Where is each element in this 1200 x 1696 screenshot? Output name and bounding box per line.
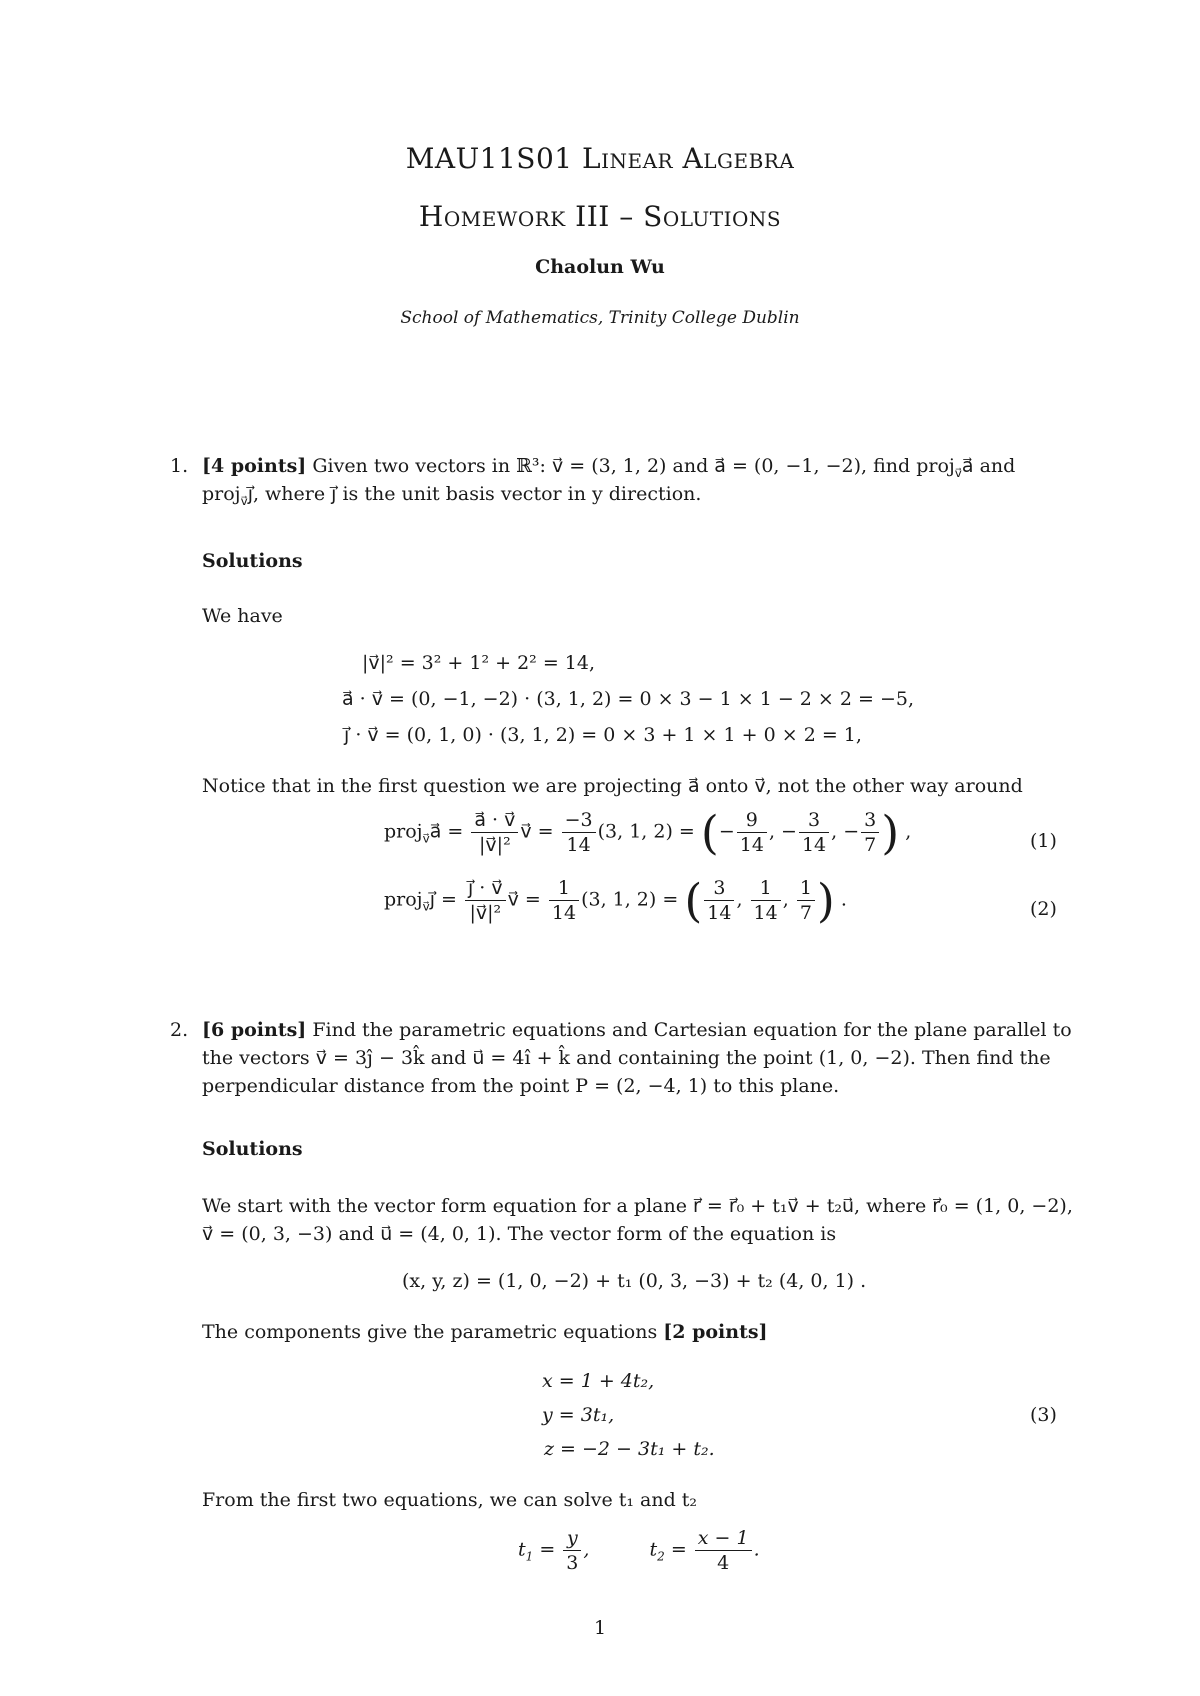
homework-title: Homework III – Solutions: [418, 200, 782, 233]
fraction: $\frac{-3}{14}$: [562, 808, 596, 857]
q2-start-line1: We start with the vector form equation for a plane r⃗ = r⃗₀ + t₁v⃗ + t₂u⃗, where r⃗₀ = (1, 0, −2),: [202, 1195, 1073, 1217]
q2-param-x: x = 1 + 4t₂,: [542, 1370, 655, 1392]
q1-text-a: Given two vectors in ℝ³: v⃗ = (3, 1, 2) and a⃗ = (0, −1, −2), find proj: [312, 455, 955, 477]
q1-we-have: We have: [202, 605, 283, 627]
q2-statement-line3: perpendicular distance from the point P = (2, −4, 1) to this plane.: [202, 1075, 840, 1097]
q1-number: 1.: [170, 455, 189, 477]
q1-points: [4 points]: [202, 455, 307, 477]
equation-number-3: (3): [1030, 1404, 1057, 1426]
q2-components-points: [2 points]: [663, 1321, 768, 1343]
q1-solutions-heading: Solutions: [202, 550, 303, 572]
q2-text-line1: Find the parametric equations and Cartesian equation for the plane parallel to: [312, 1019, 1072, 1041]
author-name: Chaolun Wu: [535, 256, 665, 278]
q1-text-line2: proj: [202, 483, 241, 505]
q1-eq-a-dot-v: a⃗ · v⃗ = (0, −1, −2) · (3, 1, 2) = 0 × 3 − 1 × 1 − 2 × 2 = −5,: [342, 688, 915, 710]
q1-text-b: a⃗ and: [961, 455, 1016, 477]
fraction: $\frac{y}{3}$: [563, 1526, 581, 1575]
q1-notice: Notice that in the first question we are projecting a⃗ onto v⃗, not the other way around: [202, 775, 1023, 797]
q1-statement-line2: proj$_{v⃗}$j⃗, where j⃗ is the unit basis vector in y direction.: [202, 483, 702, 508]
q2-solutions-heading: Solutions: [202, 1138, 303, 1160]
q2-points: [6 points]: [202, 1019, 307, 1041]
q2-components-text: The components give the parametric equations: [202, 1321, 658, 1343]
q2-number: 2.: [170, 1019, 189, 1041]
q2-vector-form: (x, y, z) = (1, 0, −2) + t₁ (0, 3, −3) + t₂ (4, 0, 1) .: [402, 1270, 867, 1292]
q1-eq-norm: |v⃗|² = 3² + 1² + 2² = 14,: [362, 652, 595, 674]
q2-param-z: z = −2 − 3t₁ + t₂.: [544, 1438, 715, 1460]
equation-number-2: (2): [1030, 898, 1057, 920]
q2-components: [202, 1318, 768, 1346]
fraction: $\frac{1}{14}$: [549, 876, 579, 925]
page-number: 1: [593, 1617, 607, 1639]
q1-equation-2: proj$_{v⃗}$j⃗ = $\frac{j⃗ \cdot v⃗}{\text{|v⃗|²}}$ v⃗ = $\frac{1}{14}$ (3, 1, 2) = ( $\frac{3}{14}$ , $\frac{1}{14}$ , $\frac{1}{7}$ ) .: [384, 873, 847, 928]
course-title: MAU11S01 Linear Algebra: [405, 142, 795, 175]
q1-statement-line1: [4 points] Given two vectors in ℝ³: v⃗ = (3, 1, 2) and a⃗ = (0, −1, −2), find proj$_{v⃗}$a⃗ and: [202, 455, 1016, 480]
q2-from-first: From the first two equations, we can solve t₁ and t₂: [202, 1489, 698, 1511]
affiliation: School of Mathematics, Trinity College Dublin: [400, 308, 800, 328]
q1-text-line2b: j⃗, where j⃗ is the unit basis vector in y direction.: [247, 483, 702, 505]
q2-param-y: y = 3t₁,: [542, 1404, 615, 1426]
equation-number-1: (1): [1030, 830, 1057, 852]
q1-equation-1: proj$_{v⃗}$a⃗ = $\frac{a⃗ \cdot v⃗}{\text{|v⃗|²}}$ v⃗ = $\frac{-3}{14}$ (3, 1, 2) = (− $\frac{9}{14}$ , − $\frac{3}{14}$ , − $\frac{3}{7}$ ) ,: [384, 805, 912, 860]
q2-solve-t: $t_1$ = $\frac{y}{3}$ , $t_2$ = $\frac{x - 1}{4}$ .: [518, 1527, 760, 1574]
fraction: $\frac{j⃗ \cdot v⃗}{\text{|v⃗|²}}$: [465, 876, 506, 925]
fraction: $\frac{a⃗ \cdot v⃗}{\text{|v⃗|²}}$: [471, 808, 518, 857]
fraction: $\frac{x - 1}{4}$: [695, 1526, 752, 1575]
q2-statement-line2: the vectors v⃗ = 3ĵ − 3k̂ and u⃗ = 4î + k̂ and containing the point (1, 0, −2). Then find the: [202, 1047, 1051, 1069]
q2-start-line2: v⃗ = (0, 3, −3) and u⃗ = (4, 0, 1). The vector form of the equation is: [202, 1223, 837, 1245]
q1-eq-j-dot-v: j⃗ · v⃗ = (0, 1, 0) · (3, 1, 2) = 0 × 3 + 1 × 1 + 0 × 2 = 1,: [344, 724, 862, 746]
q2-statement-line1: [202, 1016, 1072, 1044]
